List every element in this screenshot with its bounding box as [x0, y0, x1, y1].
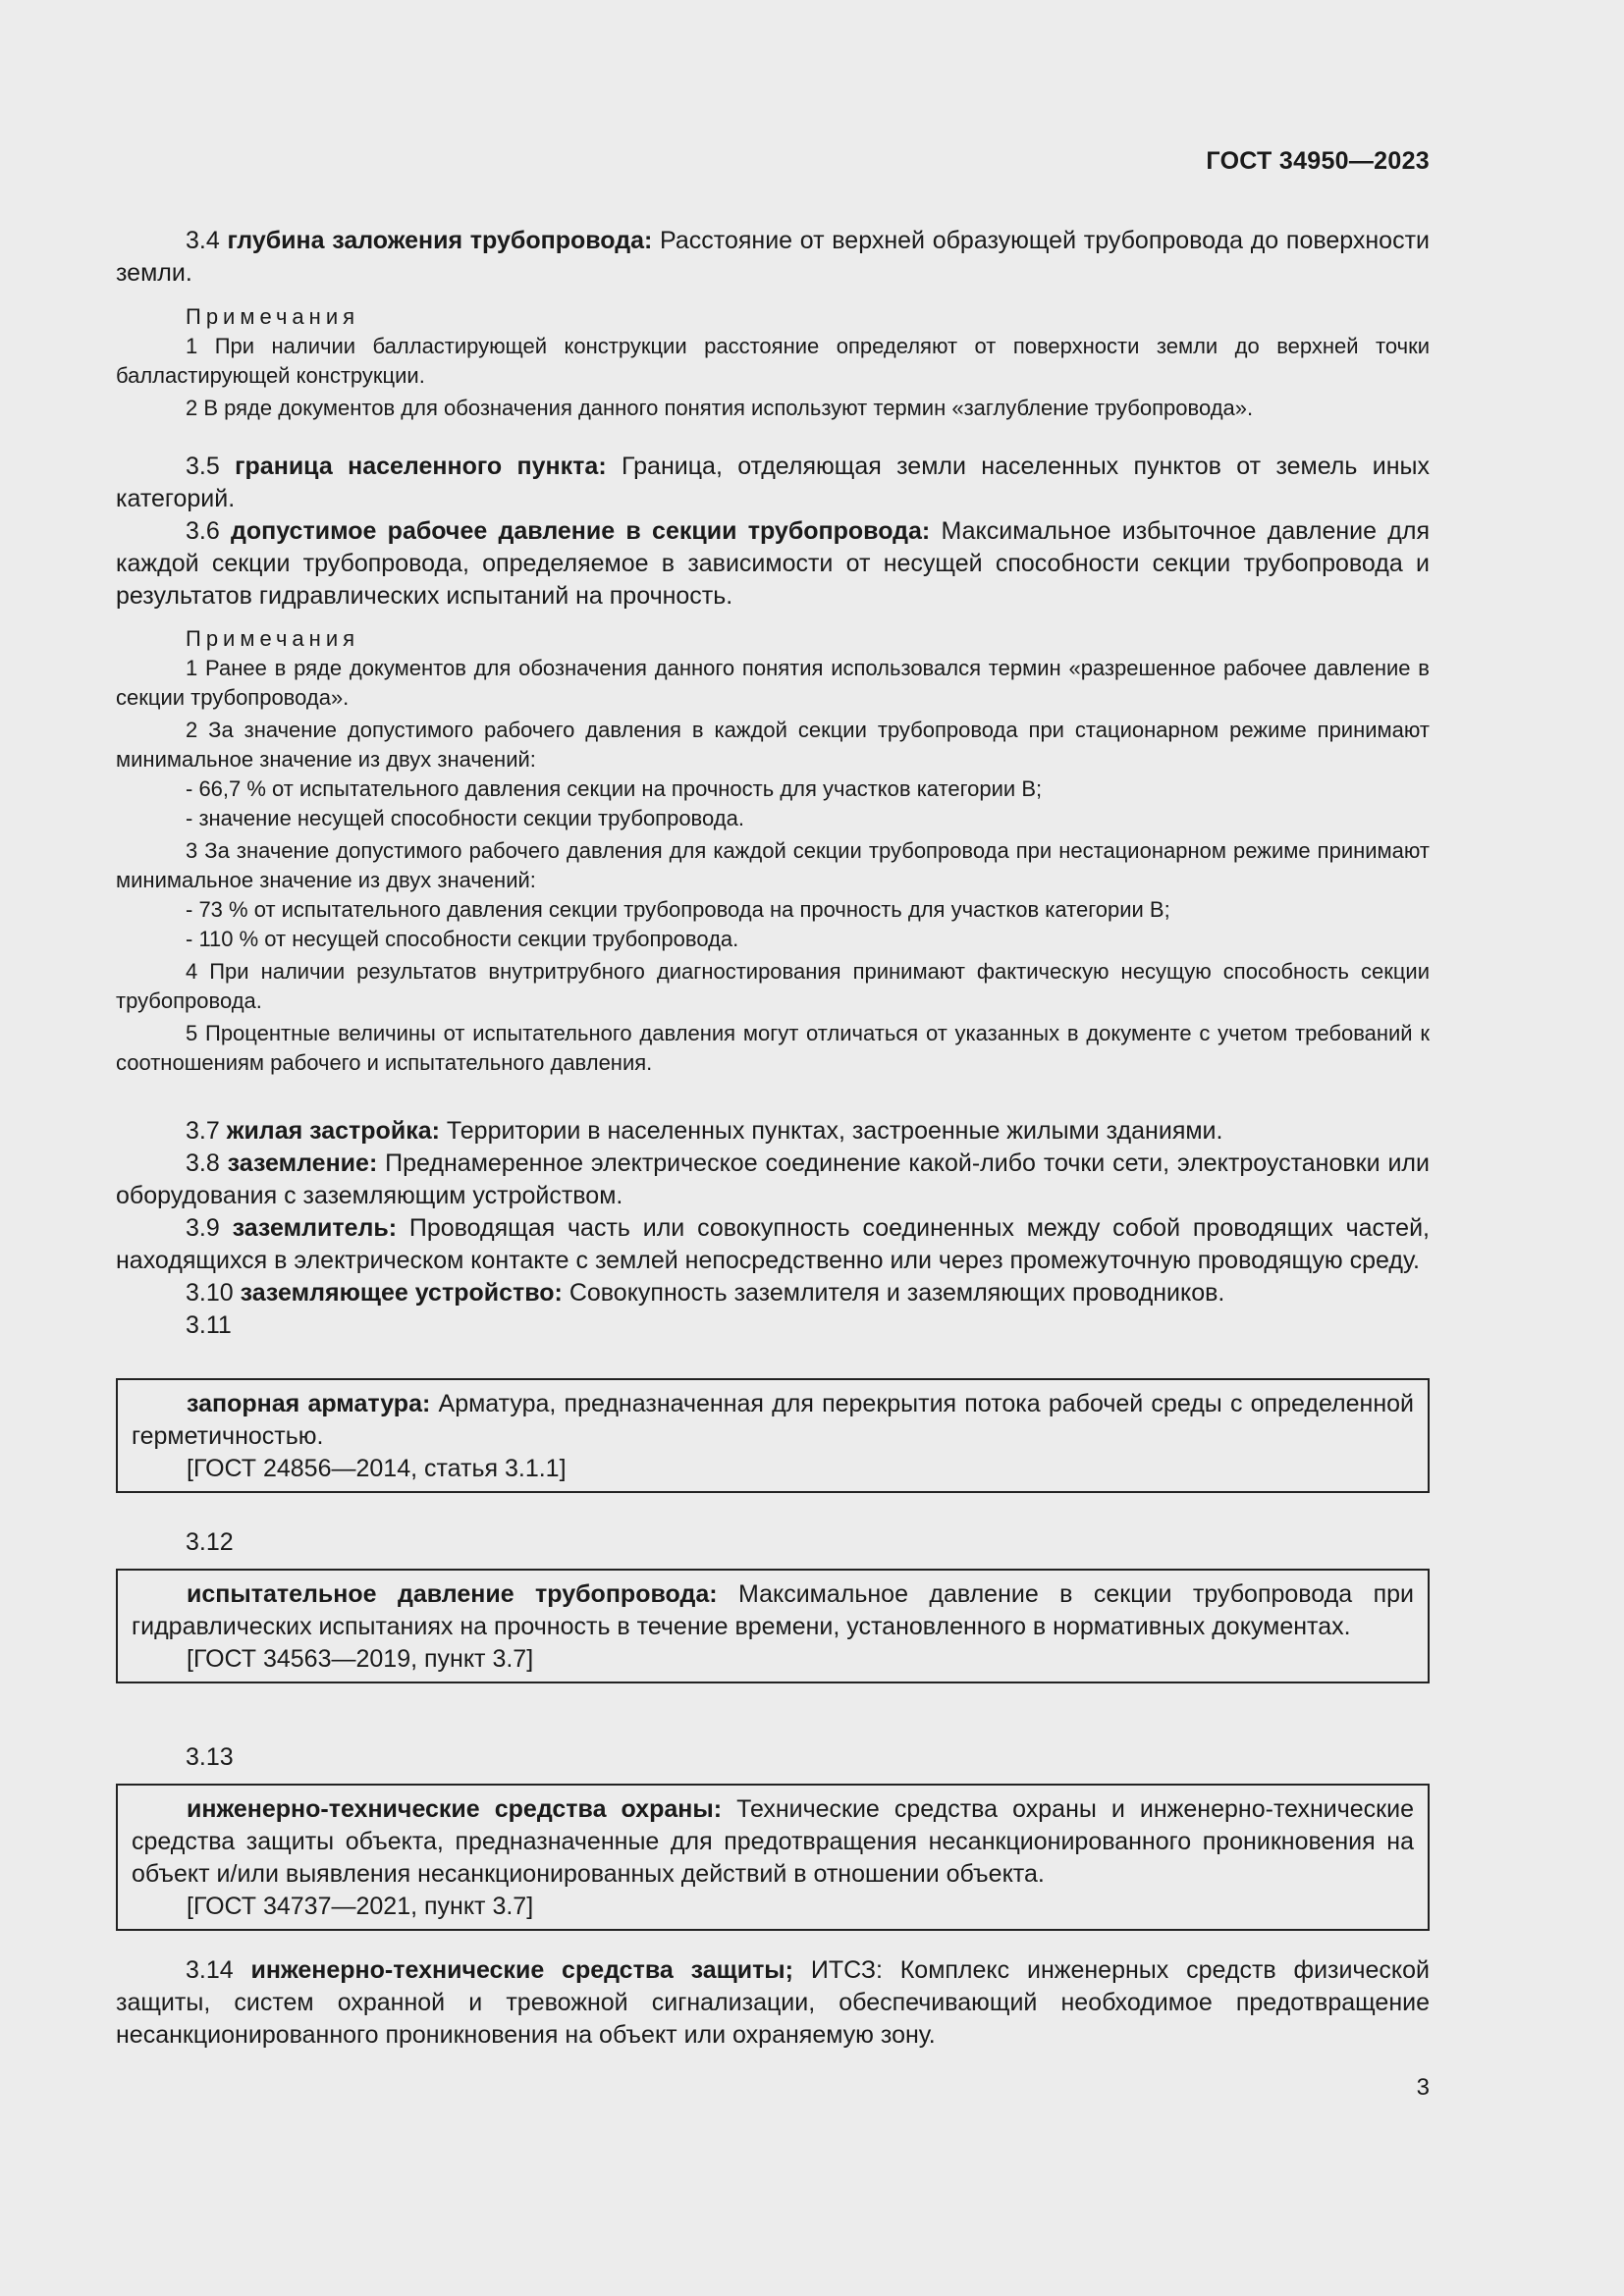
- term: запорная арматура:: [187, 1390, 431, 1417]
- definition-3-11-box: [116, 1378, 1430, 1493]
- document-code: ГОСТ 34950—2023: [1206, 147, 1430, 175]
- list-item: - значение несущей способности секции трубопровода.: [186, 806, 744, 830]
- page-number: 3: [1416, 2074, 1430, 2101]
- definition-3-6: [116, 515, 1430, 1078]
- definition-3-14: [116, 1954, 1430, 2052]
- definition-3-10: 3.10 заземляющее устройство: Совокупность заземлителя и заземляющих проводников.: [186, 1279, 1225, 1307]
- definition-number: 3.12: [186, 1528, 234, 1556]
- term: инженерно-технические средства защиты;: [250, 1956, 793, 1984]
- definition-text: 3.5 граница населенного пункта: Граница, отделяющая земли населенных пунктов от земель иных категорий.: [116, 453, 1430, 512]
- definition-text: испытательное давление трубопровода: Максимальное давление в секции трубопровода при гидравлических испытаниях на прочность в течение времени, установленного в нормативных документах.: [132, 1580, 1414, 1640]
- note: 5 Процентные величины от испытательного давления могут отличаться от указанных в документе с учетом требований к соотношениям рабочего и испытательного давления.: [116, 1021, 1430, 1075]
- definition-number: 3.13: [186, 1743, 234, 1771]
- list-item: - 73 % от испытательного давления секции трубопровода на прочность для участков категории В;: [186, 897, 1170, 922]
- note: 3 За значение допустимого рабочего давления для каждой секции трубопровода при нестационарном режиме принимают минимальное значение из двух значений:: [116, 838, 1430, 892]
- source-reference: [ГОСТ 34563—2019, пункт 3.7]: [187, 1645, 534, 1673]
- source-reference: [ГОСТ 24856—2014, статья 3.1.1]: [187, 1455, 567, 1482]
- term: жилая застройка:: [226, 1117, 440, 1145]
- note: 4 При наличии результатов внутритрубного диагностирования принимают фактическую несущую способность секции трубопровода.: [116, 959, 1430, 1013]
- list-item: - 66,7 % от испытательного давления секции на прочность для участков категории В;: [186, 776, 1043, 801]
- definition-3-7: 3.7 жилая застройка: Территории в населенных пунктах, застроенные жилыми зданиями.: [186, 1117, 1223, 1145]
- note: 1 При наличии балластирующей конструкции расстояние определяют от поверхности земли до верхней точки балластирующей конструкции.: [116, 334, 1430, 388]
- definition-3-5: [116, 451, 1430, 515]
- note: 2 В ряде документов для обозначения данного понятия используют термин «заглубление трубопровода».: [186, 396, 1254, 420]
- term: заземление:: [227, 1149, 378, 1177]
- definition-3-9: 3.9 заземлитель: Проводящая часть или совокупность соединенных между собой проводящих частей, находящихся в электрическом контакте с землей непосредственно или через промежуточную проводящую среду.: [116, 1214, 1430, 1274]
- definition-text: 3.14 инженерно-технические средства защиты; ИТСЗ: Комплекс инженерных средств физической защиты, систем охранной и тревожной сигнализации, обеспечивающий необходимое предотвращение несанкционированного проникновения на объект или охраняемую зону.: [116, 1956, 1430, 2049]
- definitions-3-7-to-3-10: [116, 1115, 1430, 1342]
- term: испытательное давление трубопровода:: [187, 1580, 718, 1608]
- definition-text: 3.6 допустимое рабочее давление в секции трубопровода: Максимальное избыточное давление для каждой секции трубопровода, определяемое в зависимости от несущей способности секции трубопровода и результатов гидравлических испытаний на прочность.: [116, 517, 1430, 610]
- list-item: - 110 % от несущей способности секции трубопровода.: [186, 927, 739, 951]
- notes-title: Примечания: [186, 626, 360, 651]
- definition-3-13: [116, 1741, 1430, 1931]
- term: заземляющее устройство:: [240, 1279, 563, 1307]
- term: граница населенного пункта:: [235, 453, 607, 480]
- definition-text: инженерно-технические средства охраны: Технические средства охраны и инженерно-технические средства защиты объекта, предназначенные для предотвращения несанкционированного проникновения на объект и/или выявления несанкционированных действий в отношении объекта.: [132, 1795, 1414, 1888]
- term: допустимое рабочее давление в секции трубопровода:: [231, 517, 931, 545]
- source-reference: [ГОСТ 34737—2021, пункт 3.7]: [187, 1893, 534, 1920]
- definition-3-4: [116, 225, 1430, 423]
- term: глубина заложения трубопровода:: [227, 227, 653, 254]
- definition-3-12: [116, 1526, 1430, 1683]
- definition-text: 3.4 глубина заложения трубопровода: Расстояние от верхней образующей трубопровода до поверхности земли.: [116, 227, 1431, 287]
- note: 2 За значение допустимого рабочего давления в каждой секции трубопровода при стационарном режиме принимают минимальное значение из двух значений:: [116, 718, 1430, 772]
- definition-3-8: 3.8 заземление: Преднамеренное электрическое соединение какой-либо точки сети, электроустановки или оборудования с заземляющим устройством.: [116, 1149, 1430, 1209]
- definition-text: запорная арматура: Арматура, предназначенная для перекрытия потока рабочей среды с определенной герметичностью.: [132, 1390, 1414, 1450]
- term: инженерно-технические средства охраны:: [187, 1795, 723, 1823]
- definition-number: 3.11: [186, 1311, 232, 1339]
- notes-title: Примечания: [186, 304, 360, 329]
- note: 1 Ранее в ряде документов для обозначения данного понятия использовался термин «разрешенное рабочее давление в секции трубопровода».: [116, 656, 1430, 710]
- term: заземлитель:: [232, 1214, 398, 1242]
